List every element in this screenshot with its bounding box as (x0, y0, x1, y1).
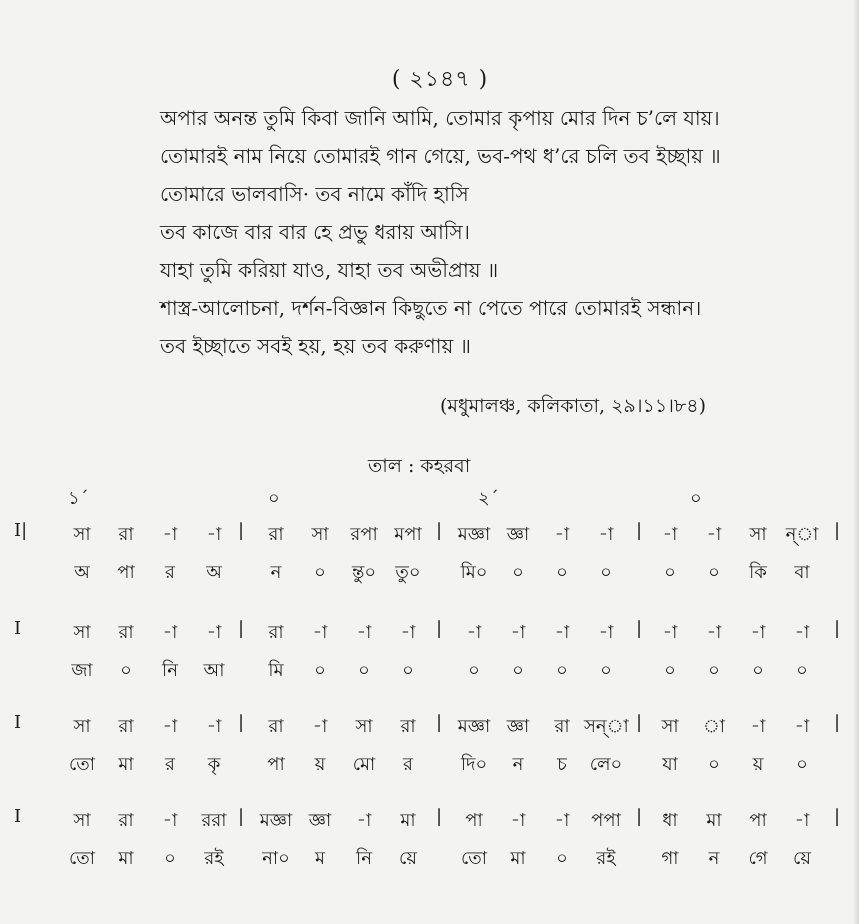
lyric-syllable: র (165, 754, 175, 775)
lyric-syllable: ০ (796, 754, 808, 775)
swara-note: মপা (394, 524, 422, 545)
lyric-syllable: ০ (708, 754, 720, 775)
swara-note: সা (73, 716, 91, 737)
lyrics-block (160, 103, 820, 361)
lyric-syllable: ০ (468, 660, 480, 681)
swara-row (0, 520, 859, 550)
bar-line: | (833, 618, 841, 639)
swara-note: রা (268, 622, 284, 643)
swara-note: -া (554, 810, 570, 831)
swara-note: -া (794, 622, 810, 643)
stave-start-mark: I (14, 618, 22, 639)
swara-note: মা (400, 810, 416, 831)
lyric-syllable: ০ (358, 660, 370, 681)
lyric-syllable: আ (203, 660, 225, 681)
swara-note: -া (510, 810, 526, 831)
lyric-syllable: না০ (262, 848, 290, 869)
lyric-syllable: অ (206, 562, 222, 583)
swara-note: মা (706, 810, 722, 831)
lyric-syllable: নি (162, 660, 178, 681)
bar-line: | (435, 806, 443, 827)
lyric-syllable: মি (268, 660, 284, 681)
swara-note: জ্ঞা (308, 810, 332, 831)
lyric-syllable: রই (596, 848, 616, 869)
bar-line: | (635, 806, 643, 827)
swara-note: -া (794, 716, 810, 737)
taal-heading: তাল : কহরবা (368, 455, 471, 477)
bar-line: | (435, 618, 443, 639)
bar-line: | (435, 712, 443, 733)
swara-note: রা (118, 524, 134, 545)
swara-row (0, 618, 859, 648)
swara-row (0, 712, 859, 742)
lyric-syllable: ন (512, 754, 524, 775)
swara-note: -া (162, 716, 178, 737)
syllable-row (0, 844, 859, 874)
lyric-syllable: নি (356, 848, 372, 869)
bar-line: | (435, 520, 443, 541)
swara-note: -া (554, 622, 570, 643)
swara-note: -া (662, 622, 678, 643)
lyric-syllable: তো (68, 754, 96, 775)
swara-note: মজ্ঞা (457, 716, 491, 737)
swara-note: পপা (591, 810, 621, 831)
lyric-syllable: তো (460, 848, 488, 869)
lyric-syllable: য় (752, 754, 764, 775)
swara-note: -া (162, 810, 178, 831)
page-number: ( ২১৪৭ ) (391, 67, 489, 92)
lyric-syllable: জা (71, 660, 93, 681)
swara-note: সা (311, 524, 329, 545)
beat-mark-second: ২´ (478, 488, 499, 509)
lyric-syllable: ০ (752, 660, 764, 681)
lyric-syllable: ০ (120, 660, 132, 681)
stave-start-mark: I (14, 806, 22, 827)
swara-note: পা (749, 810, 767, 831)
lyric-syllable: মা (510, 848, 526, 869)
swara-note: রা (268, 524, 284, 545)
notation-stave (0, 806, 859, 886)
syllable-row (0, 750, 859, 780)
lyric-syllable: ০ (164, 848, 176, 869)
lyric-syllable: ০ (796, 660, 808, 681)
bar-line: | (635, 712, 643, 733)
lyric-syllable: গা (661, 848, 679, 869)
swara-note: া (702, 716, 726, 737)
lyric-syllable: ০ (556, 562, 568, 583)
swara-note: রা (118, 622, 134, 643)
lyric-syllable: ০ (314, 660, 326, 681)
lyric-syllable: চ (557, 754, 567, 775)
lyric-syllable: বা (794, 562, 810, 583)
swara-note: রপা (350, 524, 378, 545)
lyric-line: শাস্ত্র-আলোচনা, দর্শন-বিজ্ঞান কিছুতে না পেতে পারে তোমারই সন্ধান। (160, 296, 702, 320)
swara-note: -া (466, 622, 482, 643)
swara-note: -া (206, 524, 222, 545)
lyric-syllable: মা (118, 848, 134, 869)
lyric-syllable: কৃ (207, 754, 221, 775)
lyric-line: তব ইচ্ছাতে সবই হয়, হয় তব করুণায় ॥ (160, 334, 471, 358)
lyric-line: তব কাজে বার বার হে প্রভু ধরায় আসি। (160, 220, 470, 244)
lyric-syllable: ০ (664, 562, 676, 583)
swara-note: -া (510, 622, 526, 643)
lyric-syllable: গে (748, 848, 768, 869)
lyric-syllable: র (403, 754, 413, 775)
stave-start-mark: I (14, 712, 22, 733)
notation-stave (0, 618, 859, 698)
swara-note: -া (312, 716, 328, 737)
lyric-syllable: ০ (708, 562, 720, 583)
lyric-syllable: ০ (512, 660, 524, 681)
lyric-syllable: য়ে (793, 848, 811, 869)
swara-note: সা (73, 622, 91, 643)
swara-note: সা (73, 810, 91, 831)
swara-note: রা (118, 716, 134, 737)
lyric-syllable: ০ (600, 660, 612, 681)
lyric-syllable: মি০ (460, 562, 488, 583)
lyric-syllable: ম (315, 848, 325, 869)
swara-note: -া (312, 622, 328, 643)
lyric-syllable: ন্তু০ (351, 562, 377, 583)
stave-start-mark: I| (14, 520, 28, 541)
swara-note: -া (162, 622, 178, 643)
swara-note: রা (400, 716, 416, 737)
swara-note: সা (749, 524, 767, 545)
lyric-syllable: লে০ (589, 754, 623, 775)
lyric-syllable: ০ (556, 848, 568, 869)
swara-note: -া (598, 622, 614, 643)
swara-note: জ্ঞা (506, 716, 530, 737)
lyric-line: তোমারই নাম নিয়ে তোমারই গান গেয়ে, ভব-পথ ধ’রে চলি তব ইচ্ছায় ॥ (160, 144, 721, 168)
lyric-syllable: তু০ (395, 562, 421, 583)
bar-line: | (237, 712, 245, 733)
beat-mark-khali: ০ (690, 488, 702, 509)
bar-line: | (237, 618, 245, 639)
bar-line: | (833, 520, 841, 541)
swara-note: -া (750, 622, 766, 643)
swara-note: সন্া (584, 716, 629, 737)
swara-note: মজ্ঞা (457, 524, 491, 545)
lyric-syllable: ০ (600, 562, 612, 583)
bar-line: | (833, 712, 841, 733)
swara-note: -া (750, 716, 766, 737)
lyric-syllable: যা (662, 754, 678, 775)
swara-note: সা (661, 716, 679, 737)
lyric-syllable: রই (204, 848, 224, 869)
bar-line: | (635, 520, 643, 541)
lyric-line: তোমারে ভালবাসি· তব নামে কাঁদি হাসি (160, 182, 469, 206)
swara-note: -া (706, 622, 722, 643)
lyric-syllable: অ (74, 562, 90, 583)
swara-note: -া (662, 524, 678, 545)
swara-note: -া (206, 622, 222, 643)
lyric-syllable: পা (117, 562, 135, 583)
lyric-syllable: ন (708, 848, 720, 869)
lyric-syllable: ন (270, 562, 282, 583)
syllable-row (0, 656, 859, 686)
lyric-syllable: ০ (556, 660, 568, 681)
lyric-syllable: ০ (314, 562, 326, 583)
swara-note: ররা (201, 810, 227, 831)
swara-note: -া (356, 622, 372, 643)
swara-note: সা (73, 524, 91, 545)
swara-note: পা (465, 810, 483, 831)
lyric-syllable: মা (118, 754, 134, 775)
swara-note: -া (400, 622, 416, 643)
lyric-syllable: য়ে (399, 848, 417, 869)
swara-note: ধা (662, 810, 678, 831)
lyric-syllable: ০ (664, 660, 676, 681)
lyric-syllable: য় (314, 754, 326, 775)
lyric-line: অপার অনন্ত তুমি কিবা জানি আমি, তোমার কৃপায় মোর দিন চ’লে যায়। (160, 106, 720, 130)
swara-note: -া (706, 524, 722, 545)
syllable-row (0, 558, 859, 588)
source-credit: (মধুমালঞ্চ, কলিকাতা, ২৯।১১।৮৪) (440, 395, 707, 417)
swara-note: -া (598, 524, 614, 545)
swara-note: রা (554, 716, 570, 737)
beat-mark-khali: ০ (268, 488, 280, 509)
lyric-syllable: তো (68, 848, 96, 869)
swara-note: -া (206, 716, 222, 737)
notation-stave (0, 712, 859, 792)
bar-line: | (635, 618, 643, 639)
lyric-syllable: র (165, 562, 175, 583)
bar-line: | (237, 520, 245, 541)
notation-stave (0, 520, 859, 600)
swara-note: রা (118, 810, 134, 831)
lyric-line: যাহা তুমি করিয়া যাও, যাহা তব অভীপ্রায় ॥ (160, 258, 499, 282)
lyric-syllable: ০ (708, 660, 720, 681)
lyric-syllable: দি০ (460, 754, 488, 775)
swara-note: -া (162, 524, 178, 545)
swara-note: -া (356, 810, 372, 831)
lyric-syllable: পা (267, 754, 285, 775)
swara-note: -া (794, 810, 810, 831)
swara-note: মজ্ঞা (259, 810, 293, 831)
beat-marks (0, 484, 859, 510)
bar-line: | (237, 806, 245, 827)
lyric-syllable: কি (749, 562, 767, 583)
swara-row (0, 806, 859, 836)
swara-note: ন্া (785, 524, 819, 545)
swara-note: -া (554, 524, 570, 545)
bar-line: | (833, 806, 841, 827)
lyric-syllable: ০ (512, 562, 524, 583)
swara-note: জ্ঞা (506, 524, 530, 545)
lyric-syllable: মো (352, 754, 376, 775)
swara-note: সা (355, 716, 373, 737)
beat-mark-sam: ১´ (68, 488, 89, 509)
lyric-syllable: ০ (402, 660, 414, 681)
swara-note: রা (268, 716, 284, 737)
